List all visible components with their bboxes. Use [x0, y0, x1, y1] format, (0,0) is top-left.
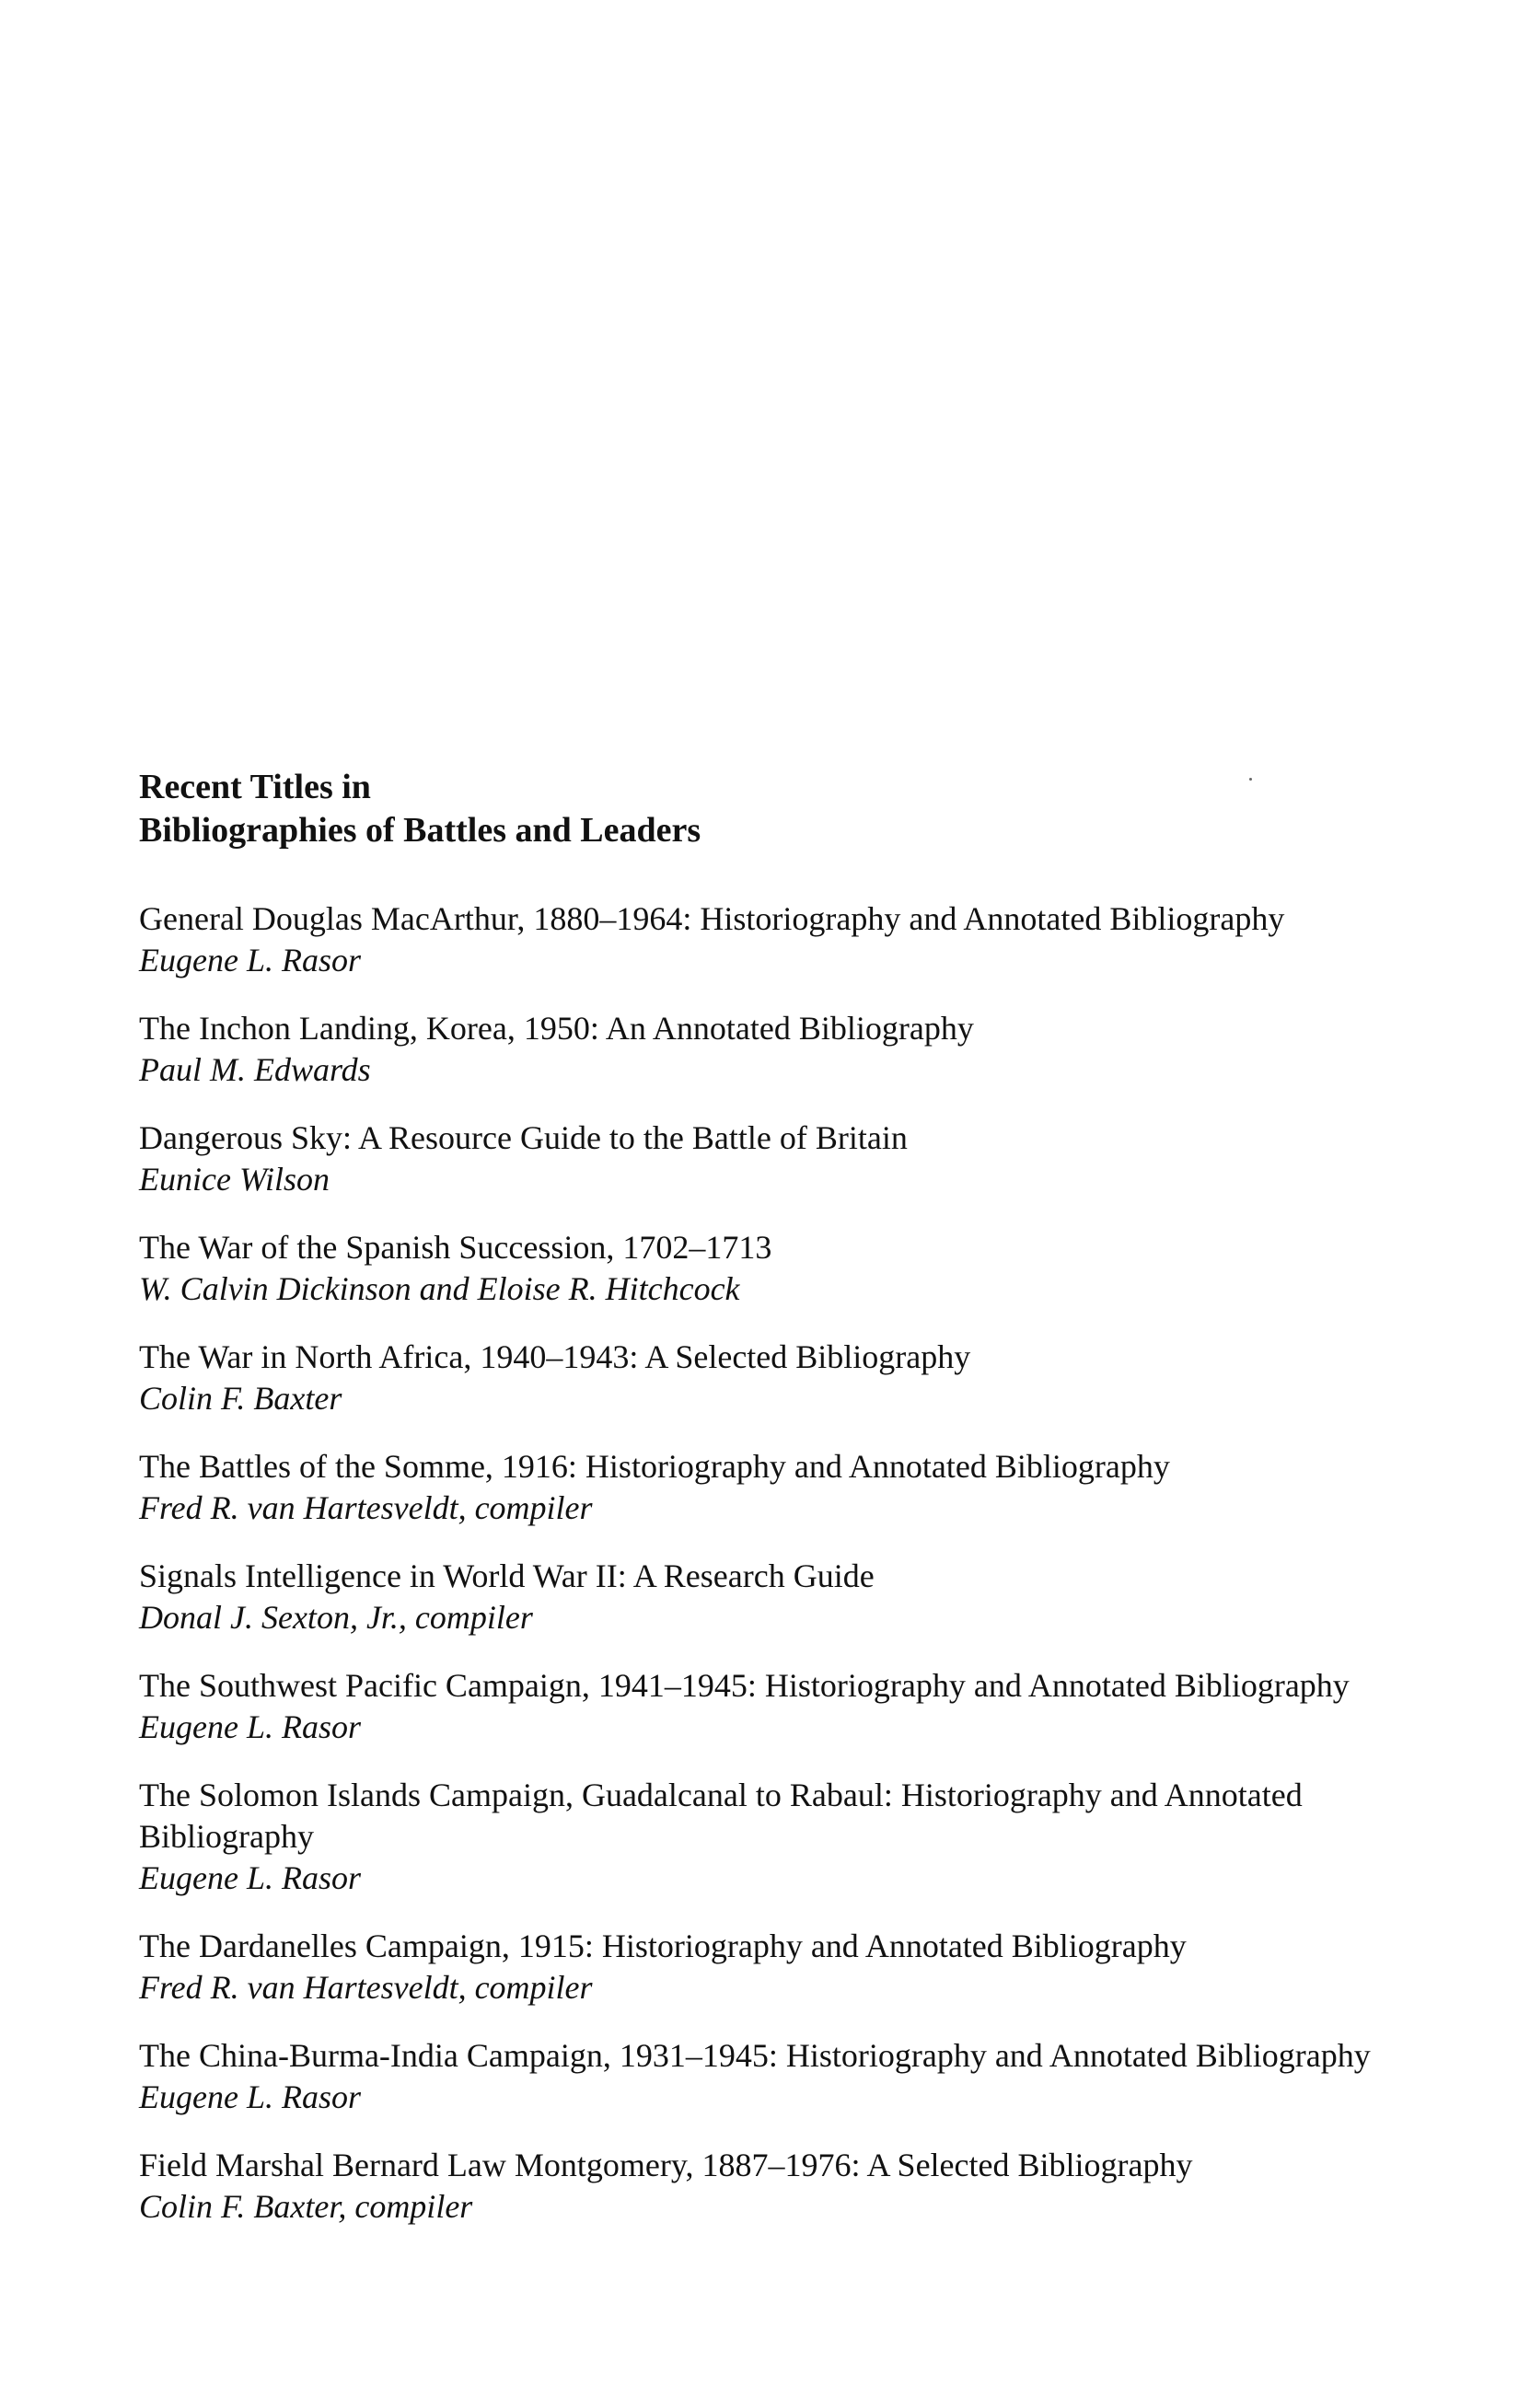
book-title: The Solomon Islands Campaign, Guadalcanal to Rabaul: Historiography and Annotated Bibliography	[139, 1777, 1303, 1855]
book-title: The Southwest Pacific Campaign, 1941–1945: Historiography and Annotated Bibliography	[139, 1667, 1350, 1704]
book-author: Paul M. Edwards	[139, 1051, 371, 1088]
title-entry	[139, 1008, 1428, 1091]
book-author: W. Calvin Dickinson and Eloise R. Hitchcock	[139, 1270, 740, 1307]
book-author: Eunice Wilson	[139, 1161, 330, 1198]
book-author: Colin F. Baxter	[139, 1380, 342, 1417]
title-entry	[139, 1227, 1428, 1310]
title-entry	[139, 1665, 1428, 1748]
book-title: The China-Burma-India Campaign, 1931–1945: Historiography and Annotated Bibliography	[139, 2037, 1371, 2074]
book-title: Field Marshal Bernard Law Montgomery, 1887–1976: A Selected Bibliography	[139, 2147, 1193, 2183]
book-author: Eugene L. Rasor	[139, 1708, 361, 1745]
title-entry	[139, 1775, 1428, 1899]
book-title: Signals Intelligence in World War II: A Research Guide	[139, 1557, 875, 1594]
title-entry	[139, 1926, 1428, 2009]
title-entry	[139, 2145, 1428, 2228]
title-list	[139, 898, 1428, 2254]
book-author: Fred R. van Hartesveldt, compiler	[139, 1969, 593, 2006]
print-speck	[1249, 778, 1252, 781]
title-entry	[139, 2035, 1428, 2118]
book-author: Eugene L. Rasor	[139, 942, 361, 978]
series-heading-line-2: Bibliographies of Battles and Leaders	[139, 811, 701, 850]
title-entry	[139, 1337, 1428, 1419]
title-entry	[139, 1556, 1428, 1638]
book-title: The War of the Spanish Succession, 1702–1713	[139, 1229, 772, 1266]
series-heading-line-1: Recent Titles in	[139, 768, 371, 806]
book-author: Donal J. Sexton, Jr., compiler	[139, 1599, 533, 1636]
book-author: Eugene L. Rasor	[139, 2078, 361, 2115]
book-author: Fred R. van Hartesveldt, compiler	[139, 1489, 593, 1526]
book-title: The War in North Africa, 1940–1943: A Selected Bibliography	[139, 1338, 971, 1375]
book-title: The Inchon Landing, Korea, 1950: An Annotated Bibliography	[139, 1010, 974, 1047]
book-title: The Dardanelles Campaign, 1915: Historiography and Annotated Bibliography	[139, 1928, 1187, 1964]
book-author: Colin F. Baxter, compiler	[139, 2188, 473, 2225]
title-entry	[139, 898, 1428, 981]
book-author: Eugene L. Rasor	[139, 1859, 361, 1896]
book-title: The Battles of the Somme, 1916: Historiography and Annotated Bibliography	[139, 1448, 1170, 1485]
title-entry	[139, 1117, 1428, 1200]
title-entry	[139, 1446, 1428, 1529]
series-heading	[139, 766, 1391, 852]
book-title: Dangerous Sky: A Resource Guide to the Battle of Britain	[139, 1119, 908, 1156]
book-title: General Douglas MacArthur, 1880–1964: Historiography and Annotated Bibliography	[139, 900, 1285, 937]
